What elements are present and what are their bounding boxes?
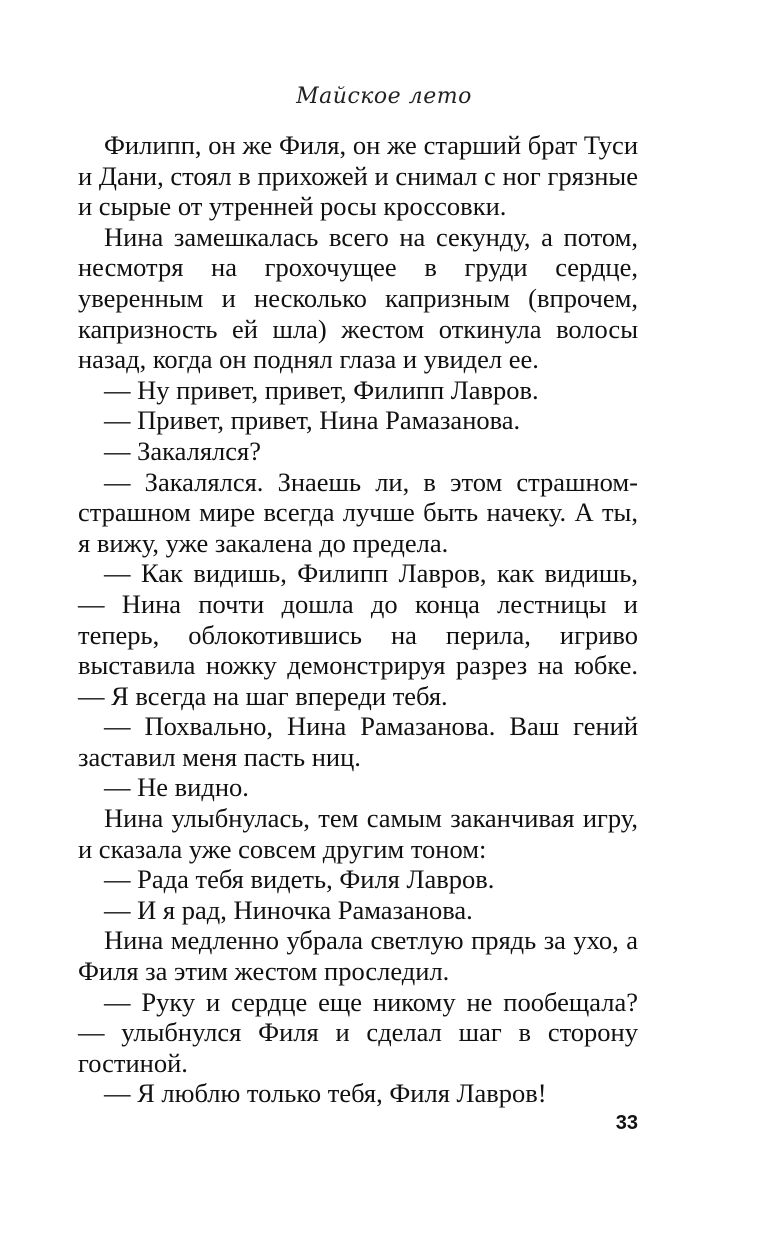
dialogue-line: — Руку и сердце еще никому не пообещала? — улыбнулся Филя и сделал шаг в сторону гостиной. xyxy=(78,986,638,1078)
dialogue-line: — Я люблю только тебя, Филя Лавров! xyxy=(104,1078,547,1109)
paragraph: Нина улыбнулась, тем самым заканчивая игру, и сказала уже совсем другим тоном: xyxy=(78,803,638,864)
dialogue-line: — Закалялся? xyxy=(104,435,261,466)
paragraph: Филипп, он же Филя, он же старший брат Туси и Дани, стоял в прихожей и снимал с ног грязные и сырые от утренней росы кроссовки. xyxy=(78,130,638,222)
dialogue-line: — Рада тебя видеть, Филя Лавров. xyxy=(104,864,495,895)
dialogue-line: — И я рад, Ниночка Рамазанова. xyxy=(104,894,473,925)
dialogue-line: — Как видишь, Филипп Лавров, как видишь, — Нина почти дошла до конца лестницы и теперь, облокотившись на перила, игриво выставила ножку демонстрируя разрез на юбке. — Я всегда на шаг впереди тебя. xyxy=(78,558,638,711)
dialogue-line: — Привет, привет, Нина Рамазанова. xyxy=(104,405,521,436)
dialogue-line: — Не видно. xyxy=(104,772,249,803)
page-number: 33 xyxy=(615,1112,638,1134)
dialogue-line: — Похвально, Нина Рамазанова. Ваш гений заставил меня пасть ниц. xyxy=(78,711,638,772)
running-head: Майское лето xyxy=(296,84,472,109)
body-text xyxy=(78,130,638,1109)
dialogue-line: — Закалялся. Знаешь ли, в этом страшном-страшном мире всегда лучше быть начеку. А ты, я вижу, уже закалена до предела. xyxy=(78,466,638,558)
dialogue-line: — Ну привет, привет, Филипп Лавров. xyxy=(104,374,539,405)
paragraph: Нина медленно убрала светлую прядь за ухо, а Филя за этим жестом проследил. xyxy=(78,925,638,987)
paragraph: Нина замешкалась всего на секунду, а потом, несмотря на грохочущее в груди сердце, уверенным и несколько капризным (впрочем, капризность ей шла) жестом откинула волосы назад, когда он поднял глаза и увидел ее. xyxy=(78,221,638,375)
